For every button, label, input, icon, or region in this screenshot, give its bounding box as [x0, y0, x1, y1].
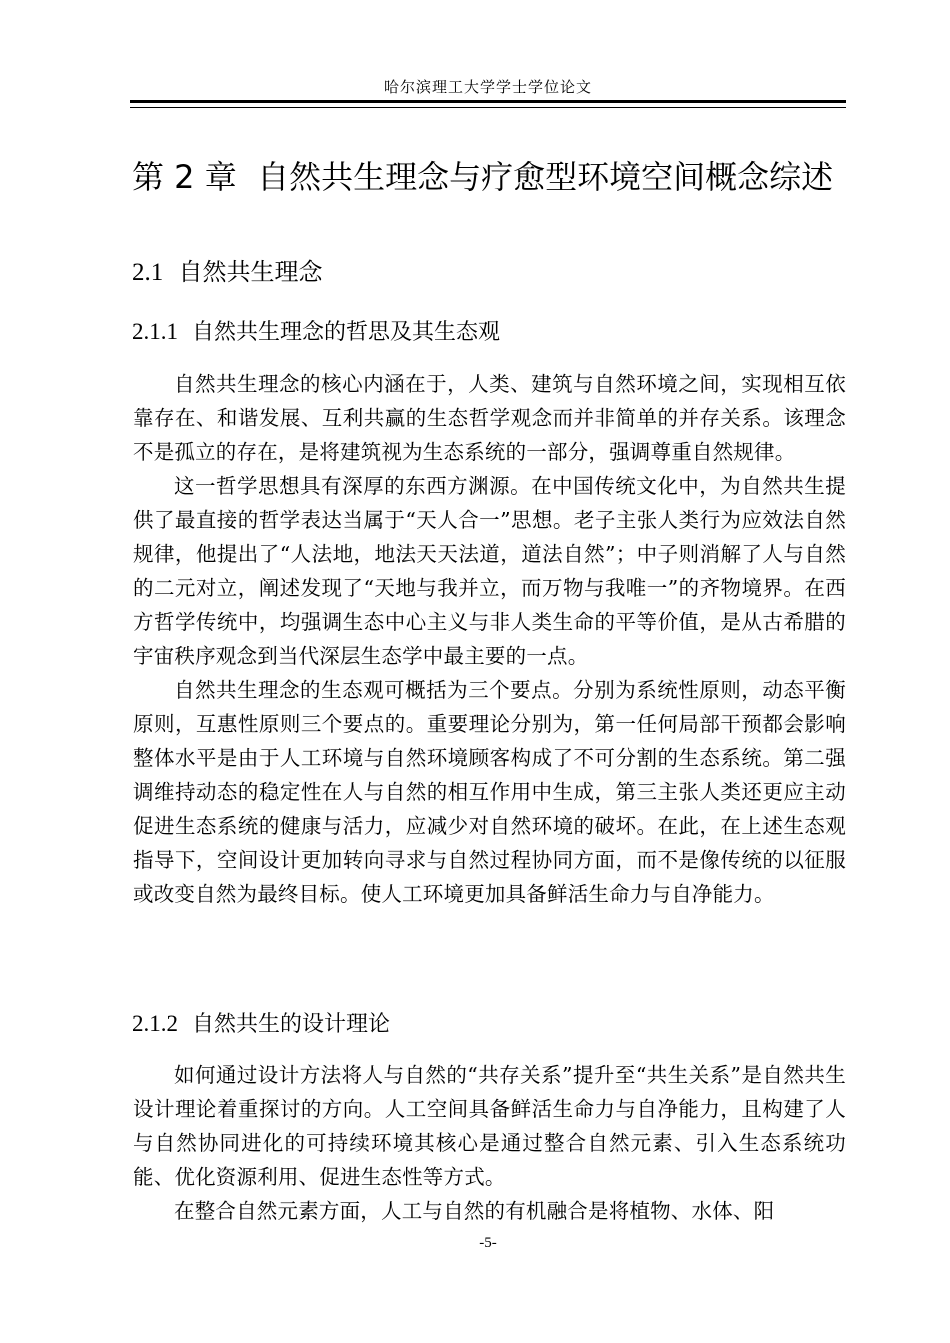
section-title: 自然共生理念: [178, 258, 323, 286]
subsection-title: 自然共生理念的哲思及其生态观: [192, 320, 501, 345]
running-header: 哈尔滨理工大学学士学位论文: [383, 78, 592, 96]
section-heading-2-1: [132, 252, 323, 287]
subsection-title: 自然共生的设计理论: [192, 1012, 391, 1037]
subsection-heading-2-1-1: [132, 315, 500, 346]
body-paragraph: 这一哲学思想具有深厚的东西方渊源。在中国传统文化中，为自然共生提供了最直接的哲学表达当属于“天人合一”思想。老子主张人类行为应效法自然规律，他提出了“人法地，地法天天法道，道法自然”；中子则消解了人与自然的二元对立，阐述发现了“天地与我并立，而万物与我唯一”的齐物境界。在西方哲学传统中，均强调生态中心主义与非人类生命的平等价值，是从古希腊的宇宙秩序观念到当代深层生态学中最主要的一点。: [133, 474, 846, 668]
body-paragraph: 如何通过设计方法将人与自然的“共存关系”提升至“共生关系”是自然共生设计理论着重探讨的方向。人工空间具备鲜活生命力与自净能力，且构建了人与自然协同进化的可持续环境其核心是通过整合自然元素、引入生态系统功能、优化资源利用、促进生态性等方式。: [133, 1063, 846, 1189]
chapter-title-text: 自然共生理念与疗愈型环境空间概念综述: [257, 158, 834, 196]
header-rule-thin: [130, 107, 846, 108]
subsection-heading-2-1-2: [132, 1007, 390, 1038]
body-block-2-1-1: [133, 367, 846, 911]
body-paragraph: 自然共生理念的核心内涵在于，人类、建筑与自然环境之间，实现相互依靠存在、和谐发展、互利共赢的生态哲学观念而并非简单的并存关系。该理念不是孤立的存在，是将建筑视为生态系统的一部分，强调尊重自然规律。: [133, 372, 846, 464]
body-paragraph: 自然共生理念的生态观可概括为三个要点。分别为系统性原则，动态平衡原则，互惠性原则三个要点的。重要理论分别为，第一任何局部干预都会影响整体水平是由于人工环境与自然环境顾客构成了不可分割的生态系统。第二强调维持动态的稳定性在人与自然的相互作用中生成，第三主张人类还更应主动促进生态系统的健康与活力，应减少对自然环境的破坏。在此，在上述生态观指导下，空间设计更加转向寻求与自然过程协同方面，而不是像传统的以征服或改变自然为最终目标。使人工环境更加具备鲜活生命力与自净能力。: [133, 678, 846, 906]
chapter-number: 第 2 章: [132, 158, 237, 196]
header-rule-thick: [130, 100, 846, 103]
subsection-number: 2.1.2: [132, 1011, 178, 1036]
body-paragraph: 在整合自然元素方面，人工与自然的有机融合是将植物、水体、阳: [174, 1199, 775, 1223]
subsection-number: 2.1.1: [132, 319, 178, 344]
body-block-2-1-2: [133, 1058, 846, 1228]
chapter-title: [132, 152, 846, 198]
section-number: 2.1: [132, 259, 164, 286]
page-number: -5-: [479, 1235, 497, 1251]
